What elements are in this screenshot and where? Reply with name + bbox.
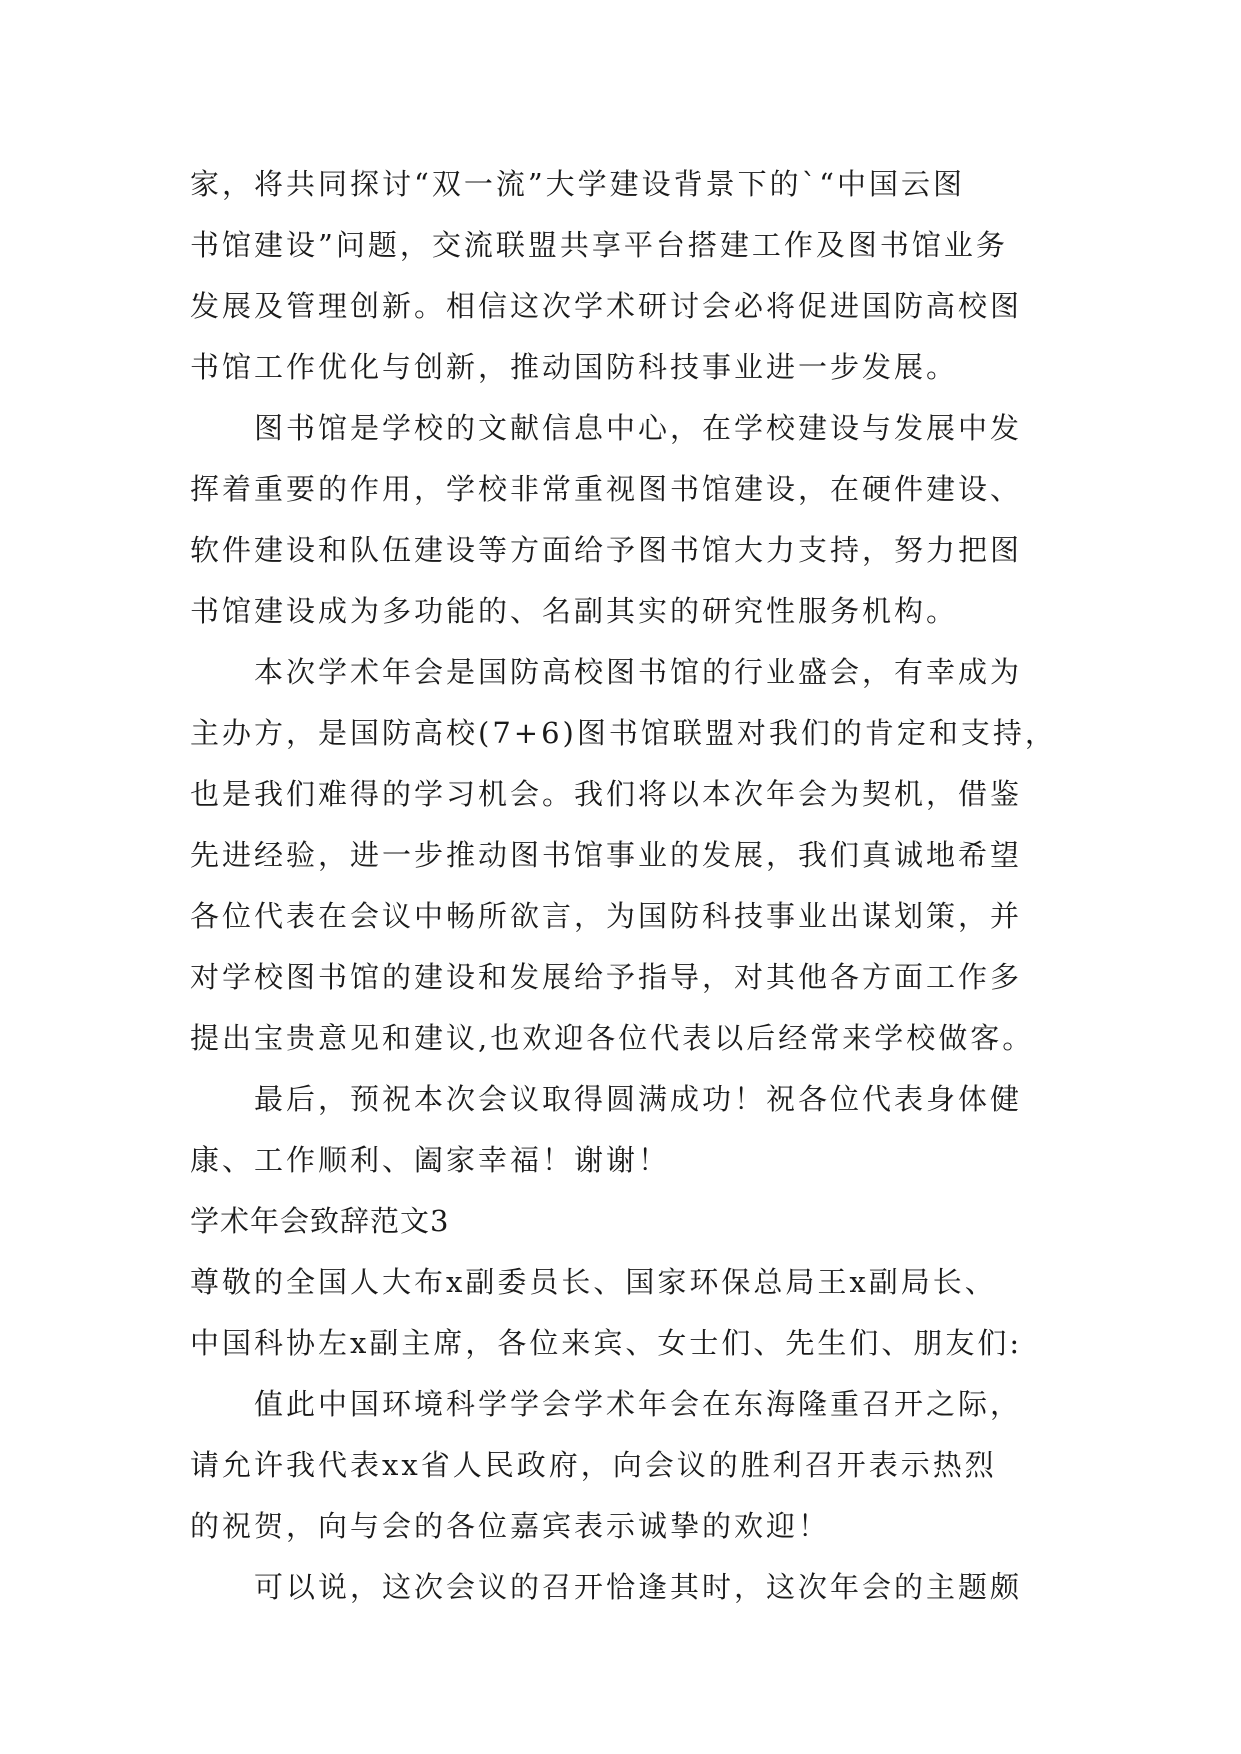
salutation	[190, 1252, 1070, 1374]
text-line: 书馆建设成为多功能的、名副其实的研究性服务机构。	[190, 594, 959, 628]
paragraph-annual-meeting	[190, 642, 1070, 1069]
text-line: 对学校图书馆的建设和发展给予指导，对其他各方面工作多	[190, 960, 1023, 994]
text-line: 发展及管理创新。相信这次学术研讨会必将促进国防高校图	[190, 289, 1023, 323]
text-line: 书馆建设”问题，交流联盟共享平台搭建工作及图书馆业务	[190, 228, 1008, 262]
text-line: 家，将共同探讨“双一流”大学建设背景下的`“中国云图	[190, 167, 965, 201]
text-line: 提出宝贵意见和建议,也欢迎各位代表以后经常来学校做客。	[190, 1021, 1035, 1055]
text-line: 主办方，是国防高校(7+6)图书馆联盟对我们的肯定和支持，	[190, 716, 1057, 750]
section-heading	[190, 1191, 1070, 1252]
paragraph-timely-meeting	[190, 1557, 1070, 1618]
text-line: 书馆工作优化与创新，推动国防科技事业进一步发展。	[190, 350, 959, 384]
paragraph-library-role	[190, 398, 1070, 642]
text-line: 图书馆是学校的文献信息中心，在学校建设与发展中发	[254, 411, 1023, 445]
text-line: 最后，预祝本次会议取得圆满成功！祝各位代表身体健	[254, 1082, 1023, 1116]
text-line: 本次学术年会是国防高校图书馆的行业盛会，有幸成为	[254, 655, 1023, 689]
text-line: 各位代表在会议中畅所欲言，为国防科技事业出谋划策，并	[190, 899, 1023, 933]
text-line: 值此中国环境科学学会学术年会在东海隆重召开之际，	[254, 1387, 1023, 1421]
text-line: 尊敬的全国人大布x副委员长、国家环保总局王x副局长、	[190, 1265, 997, 1299]
paragraph-welcome	[190, 1374, 1070, 1557]
text-line: 请允许我代表xx省人民政府，向会议的胜利召开表示热烈	[190, 1448, 997, 1482]
document-body	[190, 154, 1070, 1618]
paragraph-continuation	[190, 154, 1070, 398]
text-line: 挥着重要的作用，学校非常重视图书馆建设，在硬件建设、	[190, 472, 1023, 506]
text-line: 康、工作顺利、阖家幸福！谢谢！	[190, 1143, 671, 1177]
text-line: 的祝贺，向与会的各位嘉宾表示诚挚的欢迎！	[190, 1509, 831, 1543]
text-line: 也是我们难得的学习机会。我们将以本次年会为契机，借鉴	[190, 777, 1023, 811]
paragraph-closing-wishes	[190, 1069, 1070, 1191]
text-line: 可以说，这次会议的召开恰逢其时，这次年会的主题颇	[254, 1570, 1023, 1604]
heading-text: 学术年会致辞范文3	[190, 1204, 450, 1238]
text-line: 先进经验，进一步推动图书馆事业的发展，我们真诚地希望	[190, 838, 1023, 872]
text-line: 软件建设和队伍建设等方面给予图书馆大力支持，努力把图	[190, 533, 1023, 567]
text-line: 中国科协左x副主席，各位来宾、女士们、先生们、朋友们:	[190, 1326, 1023, 1360]
